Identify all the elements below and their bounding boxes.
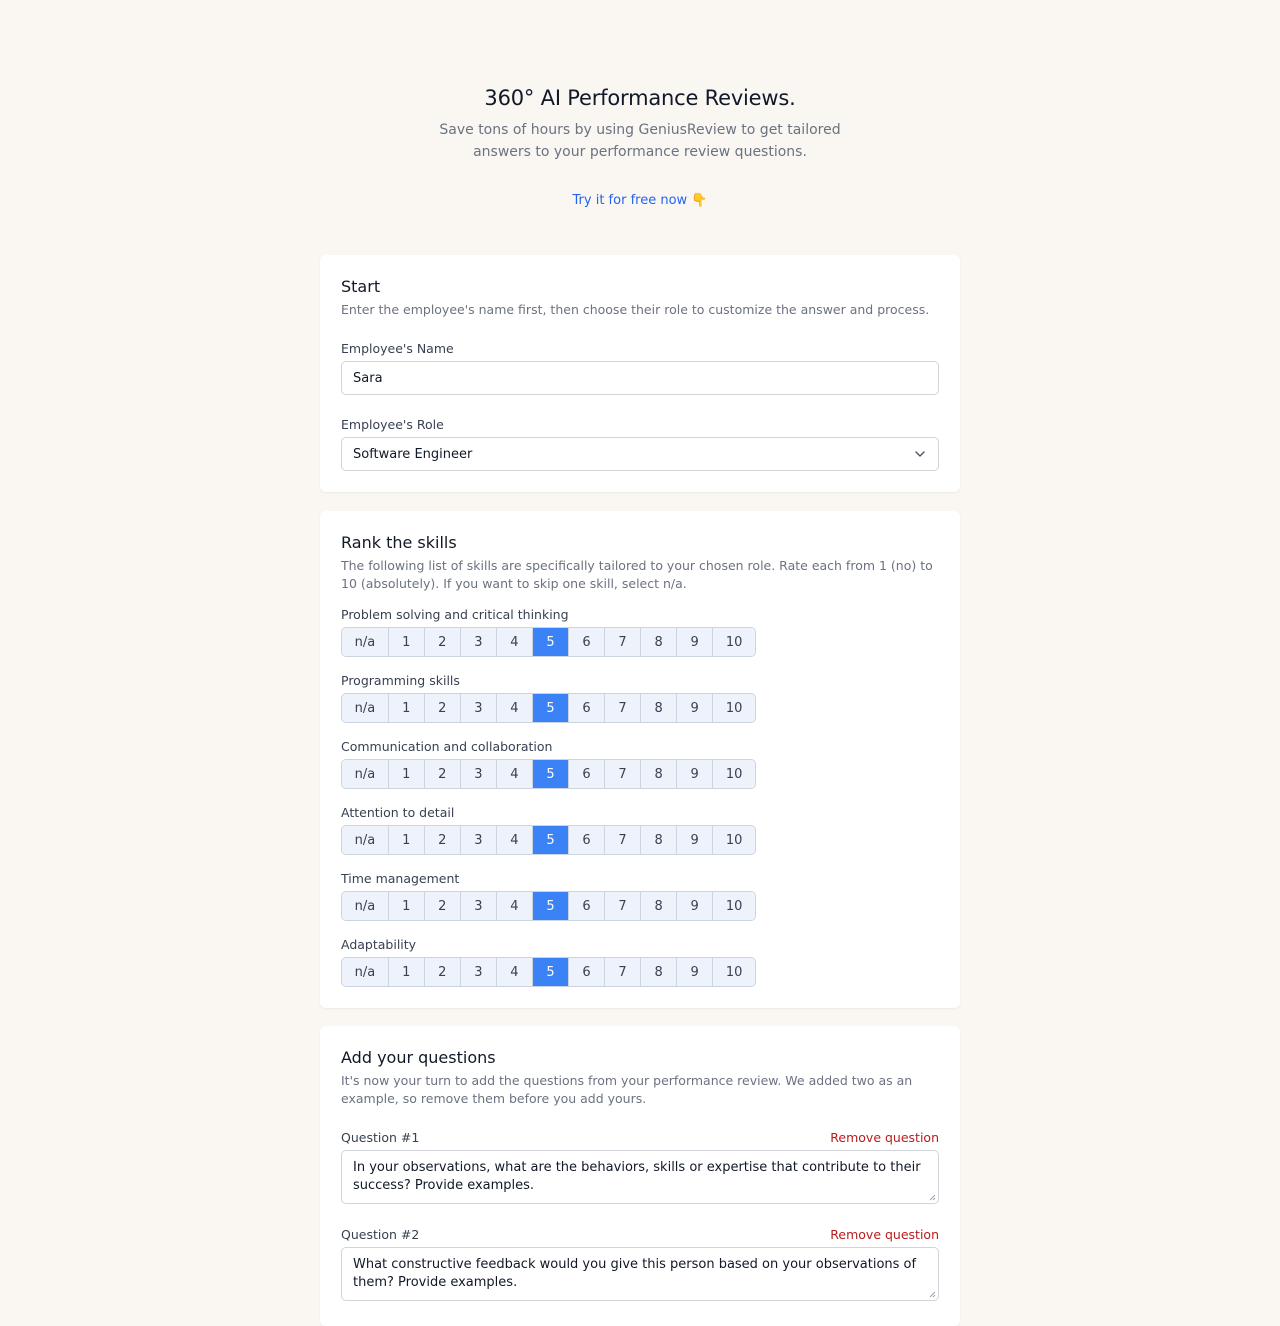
- skill-row: [341, 673, 939, 723]
- rating-option-8[interactable]: 8: [641, 760, 677, 788]
- question-label: Question #2: [341, 1227, 420, 1242]
- rating-option-7[interactable]: 7: [605, 760, 641, 788]
- rating-option-3[interactable]: 3: [461, 694, 497, 722]
- rating-option-1[interactable]: 1: [389, 760, 425, 788]
- skill-label: Time management: [341, 871, 460, 886]
- rating-option-2[interactable]: 2: [425, 958, 461, 986]
- rating-option-1[interactable]: 1: [389, 892, 425, 920]
- rating-option-9[interactable]: 9: [677, 694, 713, 722]
- rating-option-na[interactable]: n/a: [342, 958, 389, 986]
- questions-title: Add your questions: [341, 1048, 496, 1067]
- remove-question-button[interactable]: Remove question: [830, 1227, 939, 1242]
- skills-title: Rank the skills: [341, 533, 457, 552]
- employee-role-value: Software Engineer: [353, 446, 473, 462]
- rating-option-7[interactable]: 7: [605, 694, 641, 722]
- rating-option-4[interactable]: 4: [497, 826, 533, 854]
- questions-card: [320, 1026, 960, 1326]
- rating-option-1[interactable]: 1: [389, 958, 425, 986]
- start-title: Start: [341, 277, 381, 296]
- rating-option-3[interactable]: 3: [461, 826, 497, 854]
- rating-option-7[interactable]: 7: [605, 892, 641, 920]
- rating-group: [341, 891, 756, 921]
- rating-option-4[interactable]: 4: [497, 892, 533, 920]
- rating-option-6[interactable]: 6: [569, 760, 605, 788]
- rating-option-na[interactable]: n/a: [342, 826, 389, 854]
- rating-option-7[interactable]: 7: [605, 826, 641, 854]
- page-subtitle: Save tons of hours by using GeniusReview to get tailored answers to your performance review questions.: [439, 122, 841, 160]
- skill-label: Communication and collaboration: [341, 739, 553, 754]
- remove-question-button[interactable]: Remove question: [830, 1130, 939, 1145]
- rating-option-5[interactable]: 5: [533, 892, 569, 920]
- rating-option-5[interactable]: 5: [533, 958, 569, 986]
- employee-name-value: Sara: [353, 370, 383, 386]
- rating-option-5[interactable]: 5: [533, 694, 569, 722]
- questions-description: It's now your turn to add the questions from your performance review. We added two as an example, so remove them before you add yours.: [341, 1073, 913, 1106]
- skill-label: Adaptability: [341, 937, 417, 952]
- chevron-down-icon: [914, 448, 926, 460]
- skills-description: The following list of skills are specifically tailored to your chosen role. Rate each from 1 (no) to 10 (absolutely). If you want to skip one skill, select n/a.: [341, 558, 933, 591]
- rating-group: [341, 957, 756, 987]
- rating-option-10[interactable]: 10: [713, 760, 755, 788]
- rating-option-8[interactable]: 8: [641, 892, 677, 920]
- rating-option-2[interactable]: 2: [425, 892, 461, 920]
- rating-option-2[interactable]: 2: [425, 760, 461, 788]
- rating-option-8[interactable]: 8: [641, 826, 677, 854]
- question-label: Question #1: [341, 1130, 420, 1145]
- rating-option-2[interactable]: 2: [425, 628, 461, 656]
- rating-option-6[interactable]: 6: [569, 694, 605, 722]
- employee-role-select[interactable]: [341, 437, 939, 471]
- question-header: [341, 1130, 939, 1145]
- rating-option-7[interactable]: 7: [605, 958, 641, 986]
- rating-option-9[interactable]: 9: [677, 826, 713, 854]
- rating-option-4[interactable]: 4: [497, 694, 533, 722]
- rating-option-na[interactable]: n/a: [342, 760, 389, 788]
- start-description: Enter the employee's name first, then choose their role to customize the answer and process.: [341, 302, 930, 317]
- skill-row: [341, 739, 939, 789]
- rating-option-5[interactable]: 5: [533, 760, 569, 788]
- rating-option-10[interactable]: 10: [713, 826, 755, 854]
- rating-option-7[interactable]: 7: [605, 628, 641, 656]
- rating-option-10[interactable]: 10: [713, 892, 755, 920]
- questions-list: [341, 1130, 939, 1301]
- rating-option-3[interactable]: 3: [461, 958, 497, 986]
- rating-option-3[interactable]: 3: [461, 628, 497, 656]
- rating-option-1[interactable]: 1: [389, 694, 425, 722]
- question-block: [341, 1130, 939, 1204]
- rating-option-6[interactable]: 6: [569, 892, 605, 920]
- rating-option-na[interactable]: n/a: [342, 628, 389, 656]
- rating-option-4[interactable]: 4: [497, 760, 533, 788]
- rating-group: [341, 759, 756, 789]
- rating-group: [341, 627, 756, 657]
- question-textarea[interactable]: [341, 1150, 939, 1204]
- rating-option-8[interactable]: 8: [641, 958, 677, 986]
- skill-label: Attention to detail: [341, 805, 455, 820]
- start-card: [320, 255, 960, 492]
- skills-card: [320, 511, 960, 1008]
- skill-row: [341, 805, 939, 855]
- rating-option-10[interactable]: 10: [713, 958, 755, 986]
- page-title: 360° AI Performance Reviews.: [484, 86, 796, 110]
- rating-option-10[interactable]: 10: [713, 628, 755, 656]
- rating-option-9[interactable]: 9: [677, 892, 713, 920]
- rating-option-6[interactable]: 6: [569, 826, 605, 854]
- rating-option-4[interactable]: 4: [497, 958, 533, 986]
- question-text: In your observations, what are the behaviors, skills or expertise that contribute to their success? Provide examples.: [353, 1160, 921, 1193]
- rating-option-6[interactable]: 6: [569, 958, 605, 986]
- hero: [0, 0, 1280, 208]
- resize-grip-icon[interactable]: [929, 1194, 936, 1201]
- rating-option-5[interactable]: 5: [533, 826, 569, 854]
- skill-row: [341, 871, 939, 921]
- question-textarea[interactable]: [341, 1247, 939, 1301]
- rating-group: [341, 825, 756, 855]
- rating-option-9[interactable]: 9: [677, 628, 713, 656]
- rating-option-4[interactable]: 4: [497, 628, 533, 656]
- try-free-link[interactable]: Try it for free now 👇: [572, 193, 708, 208]
- role-label: Employee's Role: [341, 417, 444, 432]
- rating-option-3[interactable]: 3: [461, 892, 497, 920]
- skill-label: Problem solving and critical thinking: [341, 607, 569, 622]
- rating-option-na[interactable]: n/a: [342, 694, 389, 722]
- rating-option-1[interactable]: 1: [389, 628, 425, 656]
- rating-option-3[interactable]: 3: [461, 760, 497, 788]
- skill-row: [341, 937, 939, 987]
- skill-row: [341, 607, 939, 657]
- name-label: Employee's Name: [341, 341, 454, 356]
- rating-option-2[interactable]: 2: [425, 826, 461, 854]
- rating-option-5[interactable]: 5: [533, 628, 569, 656]
- rating-option-2[interactable]: 2: [425, 694, 461, 722]
- rating-option-9[interactable]: 9: [677, 760, 713, 788]
- rating-option-1[interactable]: 1: [389, 826, 425, 854]
- skill-label: Programming skills: [341, 673, 460, 688]
- rating-option-8[interactable]: 8: [641, 694, 677, 722]
- resize-grip-icon[interactable]: [929, 1291, 936, 1298]
- employee-name-input[interactable]: [341, 361, 939, 395]
- rating-option-10[interactable]: 10: [713, 694, 755, 722]
- rating-group: [341, 693, 756, 723]
- rating-option-6[interactable]: 6: [569, 628, 605, 656]
- question-block: [341, 1227, 939, 1301]
- question-header: [341, 1227, 939, 1242]
- skills-list: [341, 607, 939, 987]
- question-text: What constructive feedback would you give this person based on your observations of them? Provide examples.: [353, 1257, 917, 1290]
- rating-option-8[interactable]: 8: [641, 628, 677, 656]
- rating-option-9[interactable]: 9: [677, 958, 713, 986]
- rating-option-na[interactable]: n/a: [342, 892, 389, 920]
